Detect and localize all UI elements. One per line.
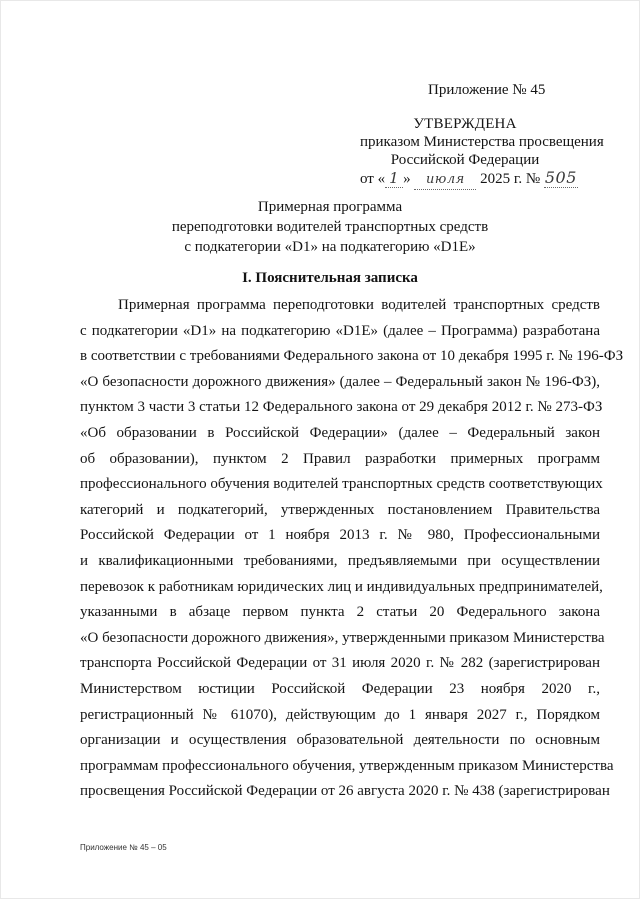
body-line: с подкатегории «D1» на подкатегорию «D1E» (далее – Программа) разработана (80, 322, 600, 339)
title-line: переподготовки водителей транспортных средств (171, 219, 489, 235)
appendix-number: Приложение № 45 (428, 82, 546, 98)
section-heading: I. Пояснительная записка (242, 270, 418, 286)
body-line: перевозок к работникам юридических лиц и индивидуальных предпринимателей, (80, 578, 603, 595)
body-line: пунктом 3 части 3 статьи 12 Федерального закона от 29 декабря 2012 г. № 273-ФЗ (80, 399, 603, 416)
body-line: программам профессионального обучения, утвержденным приказом Министерства (80, 757, 614, 774)
title-line: Примерная программа (257, 199, 403, 215)
body-line: Российской Федерации от 1 ноября 2013 г. № 980, Профессиональными (80, 527, 600, 544)
approval-block (360, 115, 604, 190)
page-footer: Приложение № 45 – 05 (80, 843, 167, 852)
date-day-handwritten: 1 (385, 169, 403, 188)
body-line: транспорта Российской Федерации от 31 июля 2020 г. № 282 (зарегистрирован (80, 655, 600, 672)
body-line: указанными в абзаце первом пункта 2 статьи 20 Федерального закона (80, 604, 600, 621)
body-line: об образовании), пунктом 2 Правил разработки примерных программ (80, 450, 600, 467)
date-prefix: от « (360, 171, 386, 187)
order-date-line (360, 168, 577, 190)
body-line: профессионального обучения водителей транспортных средств соответствующих (80, 476, 603, 493)
body-line: категорий и подкатегорий, утвержденных постановлением Правительства (80, 501, 600, 518)
body-line: в соответствии с требованиями Федерального закона от 10 декабря 1995 г. № 196-ФЗ (80, 348, 624, 365)
title-line: с подкатегории «D1» на подкатегорию «D1E» (184, 239, 476, 255)
approved-org-line: Российской Федерации (390, 152, 540, 168)
order-number-handwritten: 505 (544, 168, 577, 187)
program-title (150, 197, 510, 257)
body-line: просвещения Российской Федерации от 26 августа 2020 г. № 438 (зарегистрирован (80, 783, 610, 800)
body-line: «О безопасности дорожного движения», утвержденными приказом Министерства (80, 629, 605, 646)
body-line: «Об образовании в Российской Федерации» (далее – Федеральный закон (80, 425, 600, 441)
body-line: Примерная программа переподготовки водителей транспортных средств (118, 297, 600, 313)
date-month-handwritten: июля (414, 171, 476, 190)
date-mid: » (403, 171, 411, 187)
body-line: «О безопасности дорожного движения» (далее – Федеральный закон № 196-ФЗ), (80, 373, 600, 390)
approved-word: УТВЕРЖДЕНА (413, 116, 517, 132)
body-line: регистрационный № 61070), действующим до 1 января 2027 г., Порядком (80, 706, 600, 723)
approved-by-line: приказом Министерства просвещения (360, 134, 604, 150)
body-line: и квалификационными требованиями, предъявляемыми при осуществлении (80, 553, 600, 569)
body-line: организации и осуществления образовательной деятельности по основным (80, 732, 600, 749)
body-line: Министерством юстиции Российской Федерации 23 ноября 2020 г., (80, 681, 600, 697)
date-year: 2025 г. № (480, 171, 541, 187)
